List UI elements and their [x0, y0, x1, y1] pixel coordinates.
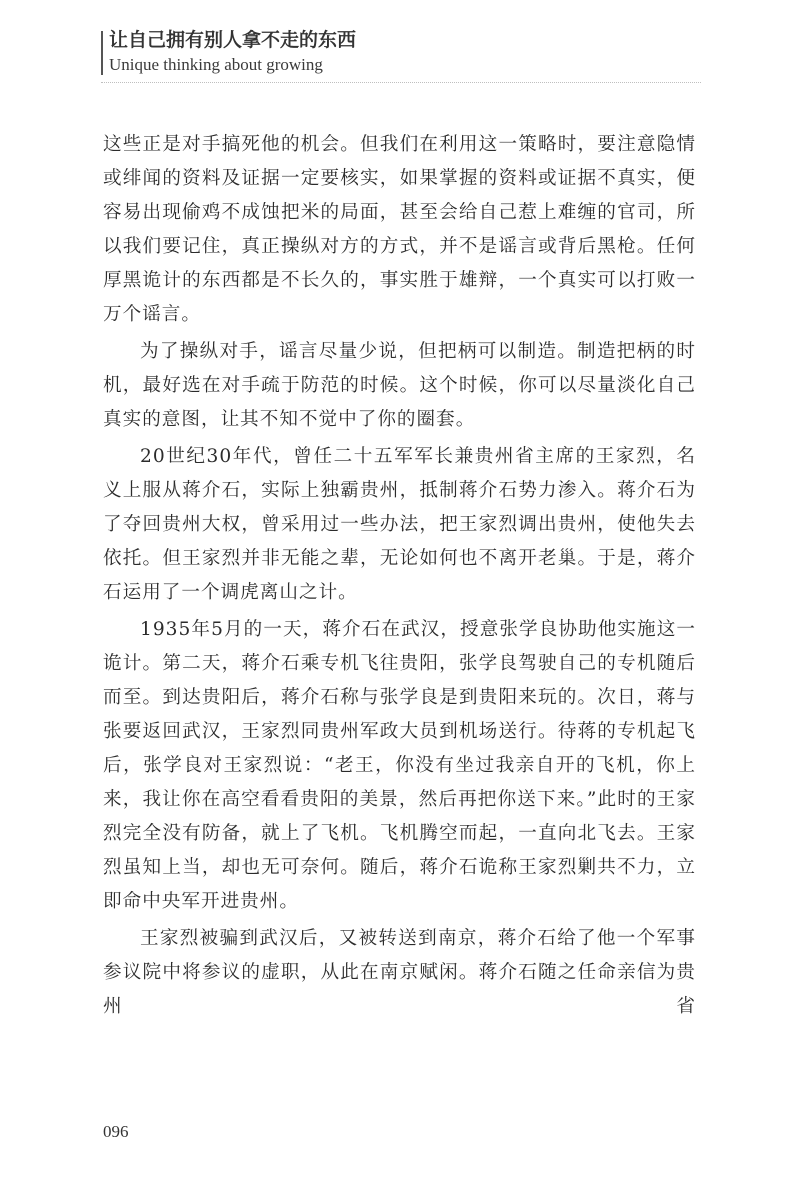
paragraph-2: 为了操纵对手，谣言尽量少说，但把柄可以制造。制造把柄的时机，最好选在对手疏于防范的时候。这个时候，你可以尽量淡化自己真实的意图，让其不知不觉中了你的圈套。	[103, 341, 696, 430]
body-text	[103, 128, 696, 1027]
paragraph-4: 1935年5月的一天，蒋介石在武汉，授意张学良协助他实施这一诡计。第二天，蒋介石乘专机飞往贵阳，张学良驾驶自己的专机随后而至。到达贵阳后，蒋介石称与张学良是到贵阳来玩的。次日，蒋与张要返回武汉，王家烈同贵州军政大员到机场送行。待蒋的专机起飞后，张学良对王家烈说：“老王，你没有坐过我亲自开的飞机，你上来，我让你在高空看看贵阳的美景，然后再把你送下来。”此时的王家烈完全没有防备，就上了飞机。飞机腾空而起，一直向北飞去。王家烈虽知上当，却也无可奈何。随后，蒋介石诡称王家烈剿共不力，立即命中央军开进贵州。	[103, 619, 696, 912]
paragraph-5: 王家烈被骗到武汉后，又被转送到南京，蒋介石给了他一个军事参议院中将参议的虚职，从此在南京赋闲。蒋介石随之任命亲信为贵州省	[103, 928, 696, 1017]
paragraph-3: 20世纪30年代，曾任二十五军军长兼贵州省主席的王家烈，名义上服从蒋介石，实际上独霸贵州，抵制蒋介石势力渗入。蒋介石为了夺回贵州大权，曾采用过一些办法，把王家烈调出贵州，使他失去依托。但王家烈并非无能之辈，无论如何也不离开老巢。于是，蒋介石运用了一个调虎离山之计。	[103, 446, 696, 603]
page-number: 096	[103, 1122, 129, 1141]
book-title: 让自己拥有别人拿不走的东西	[109, 29, 357, 51]
header-divider	[101, 82, 701, 83]
book-subtitle: Unique thinking about growing	[109, 55, 323, 74]
paragraph-1: 这些正是对手搞死他的机会。但我们在利用这一策略时，要注意隐情或绯闻的资料及证据一定要核实，如果掌握的资料或证据不真实，便容易出现偷鸡不成蚀把米的局面，甚至会给自己惹上难缠的官司，所以我们要记住，真正操纵对方的方式，并不是谣言或背后黑枪。任何厚黑诡计的东西都是不长久的，事实胜于雄辩，一个真实可以打败一万个谣言。	[103, 134, 696, 325]
header-accent-bar	[101, 31, 103, 75]
